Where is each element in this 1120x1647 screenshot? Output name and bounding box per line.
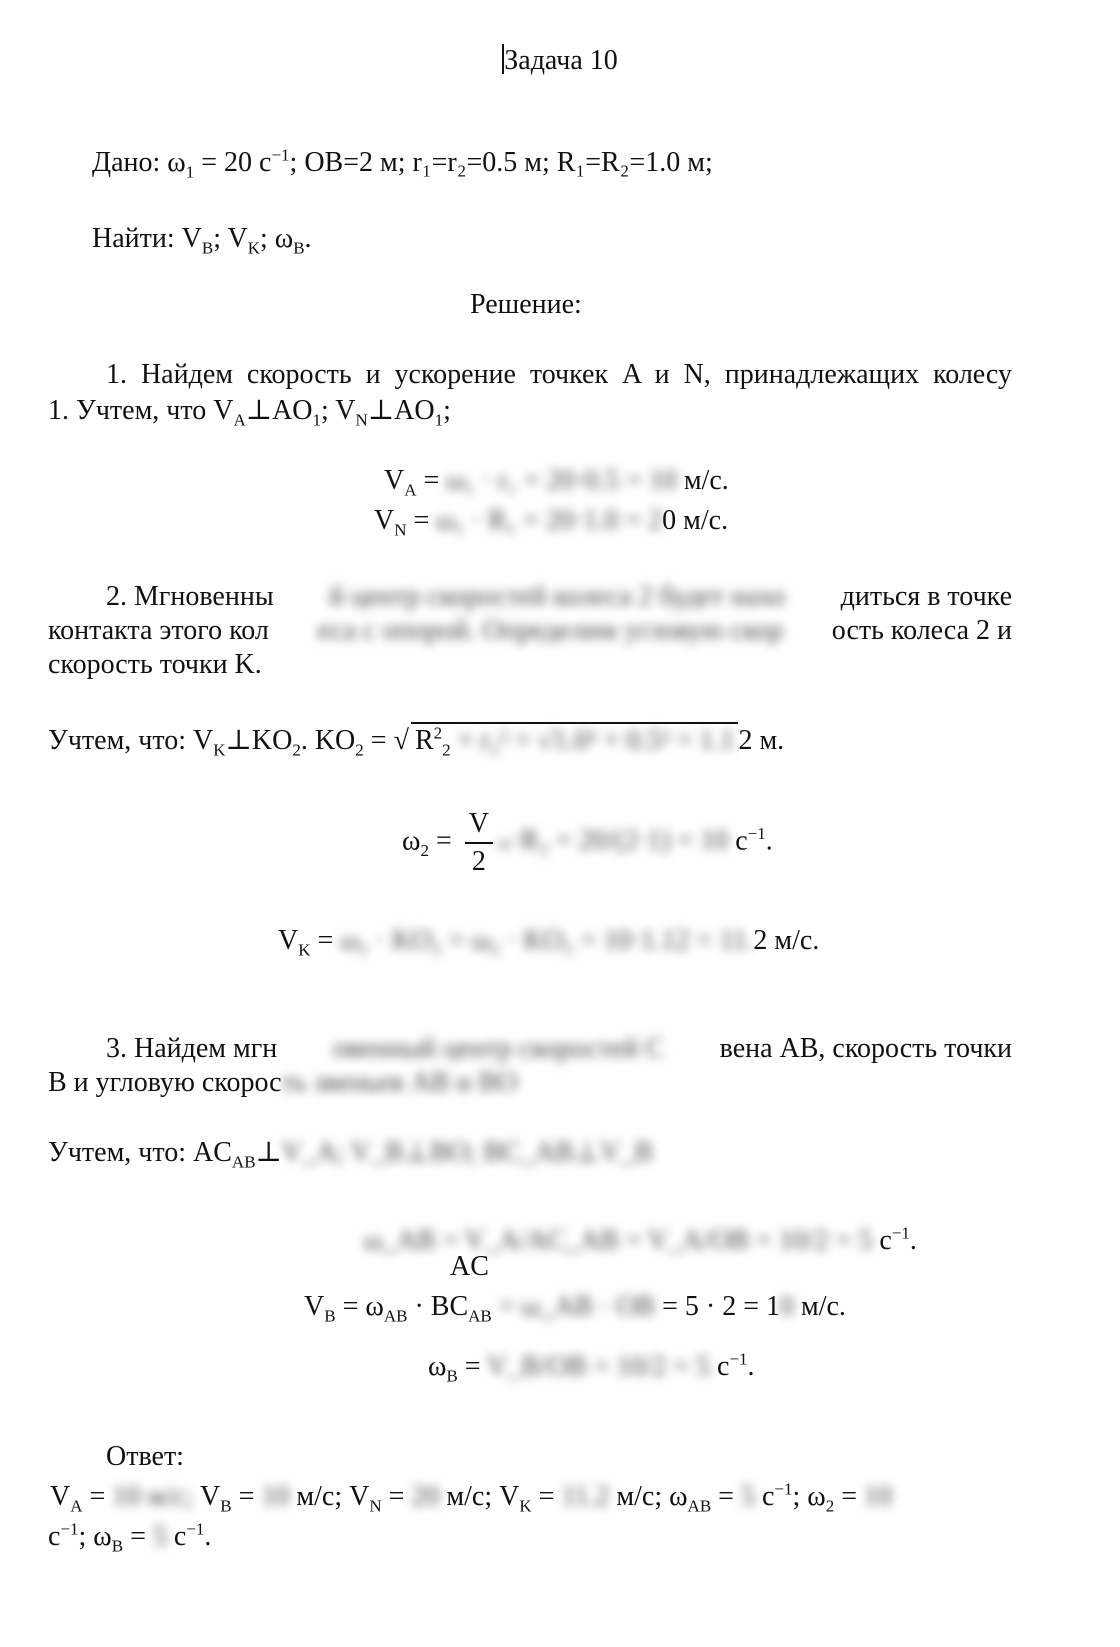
document-title: Задача 10: [504, 45, 618, 76]
step3-condition: Учтем, что: $AC_{AB}\perp V\_A$; V_B⊥BO; BC_AB⊥V_B: [48, 1137, 653, 1172]
step3-line2: B и угловую скорость звеньев AB и BO: [48, 1067, 518, 1098]
ko-formula: Учтем, что: $V_K\perp KO_2$. $KO_2$ = √ $R^2_2 + r_2^2 = √1.0^2 + 0.5^2 = 1.1$ 2 м.: [48, 723, 785, 760]
answer-line1: $V_A = 10$ м/с; $V_B = 10$ м/с; $V_N = 20$ м/с; $V_K = 11.2$ м/с; $\omega_{AB} = 5$ $с^{-1}$; $\omega_2 = 10$: [50, 1479, 893, 1516]
w2-fraction: $\frac{V}{2}$: [465, 806, 493, 880]
sqrt-sign: √: [393, 725, 409, 756]
answer-label: Ответ:: [106, 1441, 184, 1472]
step2-line1: 2. Мгновенны й центр скоростей колеса 2 будет нахо диться в точке: [106, 581, 1012, 612]
step2-line3: скорость точки K.: [48, 649, 262, 680]
sqrt-body: $R^2_2 + r_2^2 = √1.0^2 + 0.5^2 = 1.1$: [411, 722, 739, 758]
given-line: Дано: $\omega_1 = 20$ $с^{-1}$; OB=2 м; r₁=r₂=0.5 м; R₁=R₂=1.0 м;: [92, 145, 713, 182]
w2-formula: $\omega_2$ = $\frac{V}{2}$ ₙ·R₂ = 20/(2·1) = 10 $с^{-1}$.: [402, 806, 773, 880]
vb-formula: $V_B = \omega_{AB} \cdot BC_{AB}$ = ω_AB · OB = 5 · 2 = 10 м/с.: [304, 1291, 846, 1326]
va-formula: $V_A = \omega_1 \cdot r_1 = 20\cdot 0.5 = 10$ м/с.: [384, 465, 729, 500]
vk-formula: $V_K = \omega_2 \cdot KO_2 = \omega_2 \cdot KO_2 = 10\cdot 1.12 = 11.2$ м/с.: [278, 925, 820, 960]
wab-denominator: AC: [450, 1251, 489, 1282]
find-line: Найти: $V_B$; $V_K$; $\omega_B$.: [92, 223, 312, 258]
solution-heading: Решение:: [470, 289, 582, 320]
step3-line1: 3. Найдем мгн овенный центр скоростей C вена AB, скорость точки: [106, 1033, 1012, 1064]
step2-line2: контакта этого кол еса с опорой. Определим угловую скор ость колеса 2 и: [48, 615, 1012, 646]
wb-formula: $\omega_B$ = V_B/OB = 10/2 = 5 $с^{-1}$.: [428, 1349, 755, 1386]
vn-formula: $V_N = \omega_1 \cdot R_1 = 20\cdot 1.0 = 20$ м/с.: [374, 505, 729, 540]
answer-line2: $с^{-1}$; $\omega_B = 5$ $с^{-1}$.: [48, 1519, 212, 1556]
step1-line2: 1. Учтем, что $V_A\perp AO_1$; $V_N\perp AO_1$;: [48, 395, 451, 430]
step1-line1: 1. Найдем скорость и ускорение точкек A и N, принадлежащих колесу: [106, 359, 1012, 390]
wab-formula: ω_AB = V_A/AC_AB = V_A/OB = 10/2 = 5 $с^{-1}$.: [364, 1223, 917, 1256]
